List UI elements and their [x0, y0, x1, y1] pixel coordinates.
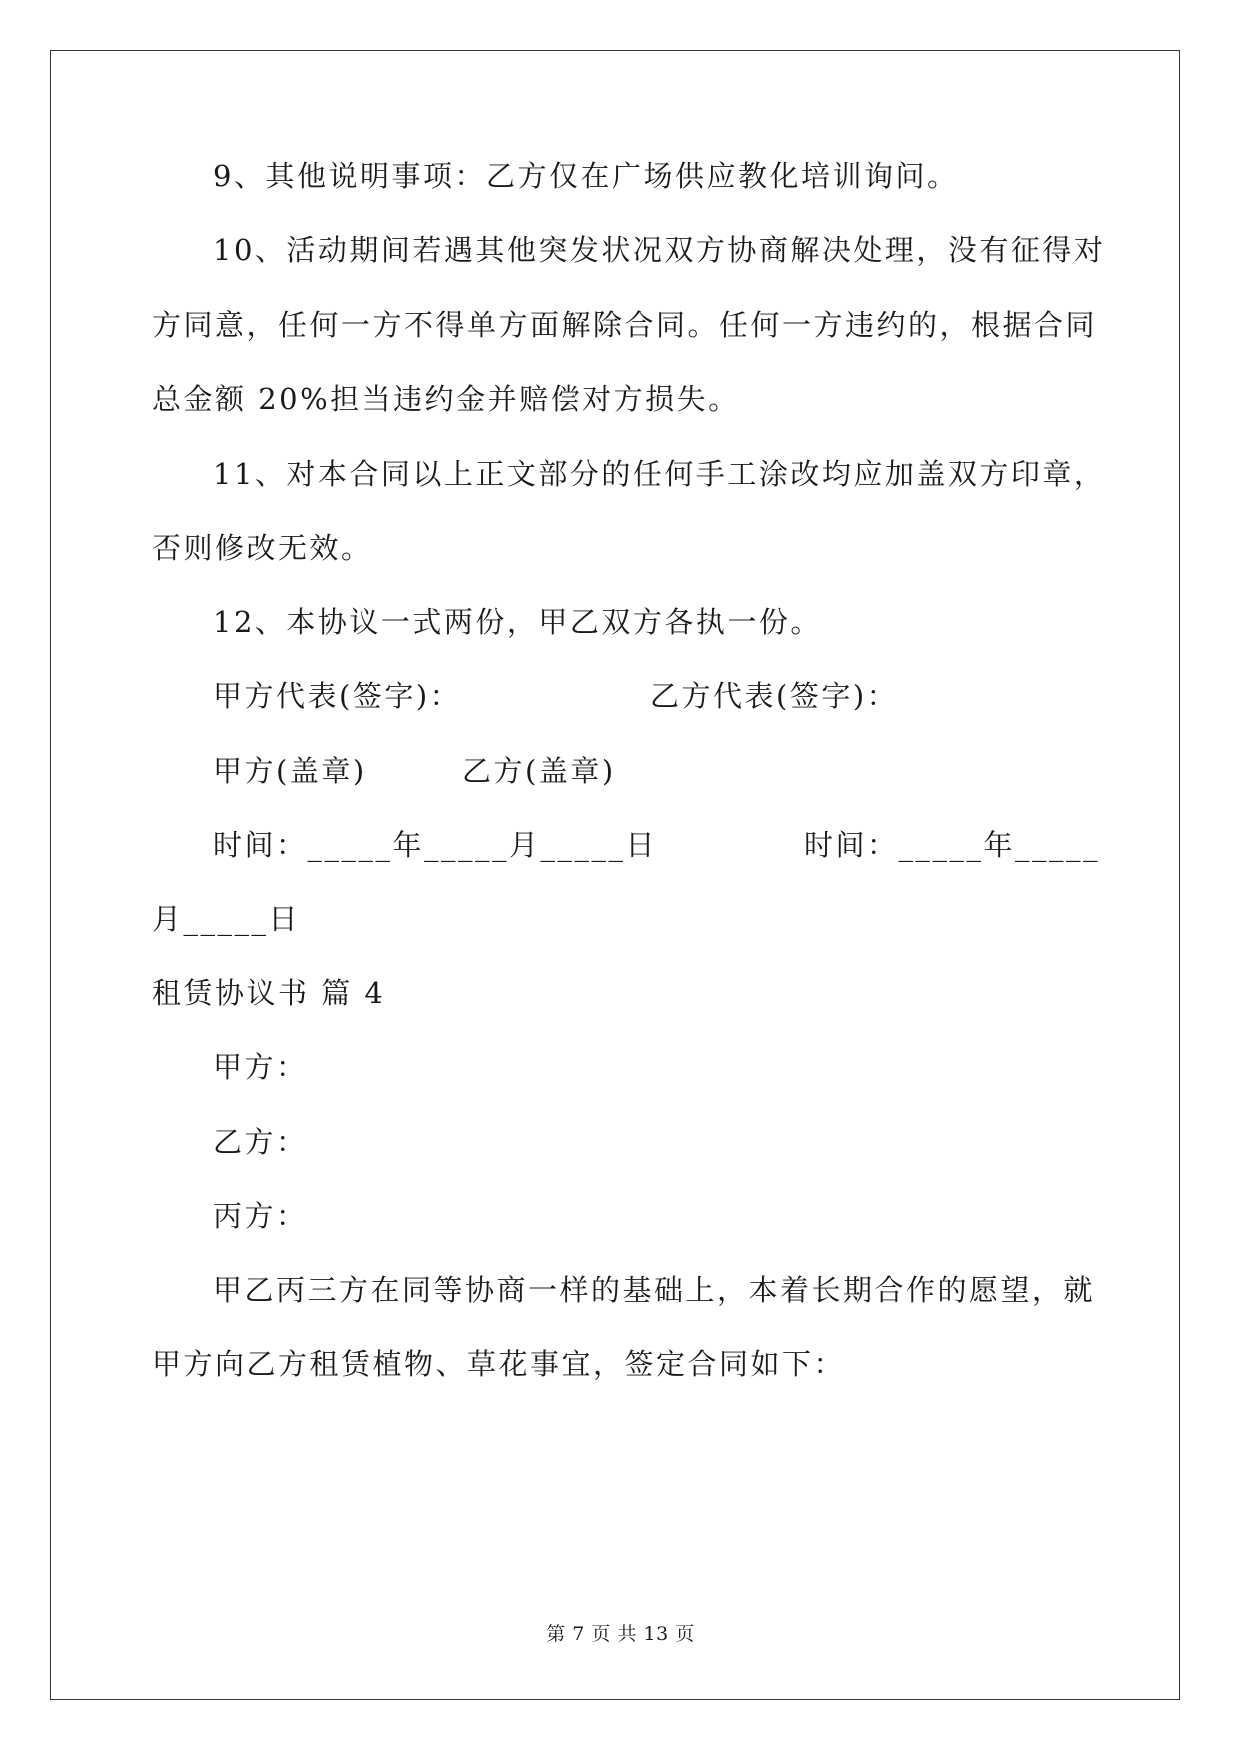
clause-9: 9、其他说明事项：乙方仅在广场供应教化培训询问。 [213, 159, 959, 193]
clause-10-line-3: 总金额 20%担当违约金并赔偿对方损失。 [152, 382, 740, 416]
clause-11-line-2: 否则修改无效。 [152, 531, 373, 565]
clause-10-line-2: 方同意，任何一方不得单方面解除合同。任何一方违约的，根据合同 [152, 308, 1098, 342]
party-b-label: 乙方： [213, 1125, 308, 1159]
date-party-b-line-2: 月_____日 [152, 902, 301, 936]
date-party-b-line-1: 时间：_____年_____ [804, 828, 1101, 862]
party-a-label: 甲方： [213, 1050, 308, 1084]
clause-11-line-1: 11、对本合同以上正文部分的任何手工涂改均应加盖双方印章， [213, 457, 1106, 491]
intro-line-2: 甲方向乙方租赁植物、草花事宜，签定合同如下： [152, 1347, 846, 1381]
signature-party-a: 甲方代表(签字)： [213, 679, 462, 713]
intro-line-1: 甲乙丙三方在同等协商一样的基础上，本着长期合作的愿望，就 [213, 1273, 1096, 1307]
clause-10-line-1: 10、活动期间若遇其他突发状况双方协商解决处理，没有征得对 [213, 233, 1106, 267]
page-number-footer: 第 7 页 共 13 页 [546, 1623, 695, 1645]
seal-party-b: 乙方(盖章) [462, 754, 616, 788]
party-c-label: 丙方： [213, 1199, 308, 1233]
signature-party-b: 乙方代表(签字)： [650, 679, 899, 713]
clause-12: 12、本协议一式两份，甲乙双方各执一份。 [213, 605, 822, 639]
section-title: 租赁协议书 篇 4 [152, 976, 386, 1010]
page-border [50, 50, 1180, 1700]
date-party-a: 时间：_____年_____月_____日 [213, 828, 658, 862]
seal-party-a: 甲方(盖章) [213, 754, 367, 788]
